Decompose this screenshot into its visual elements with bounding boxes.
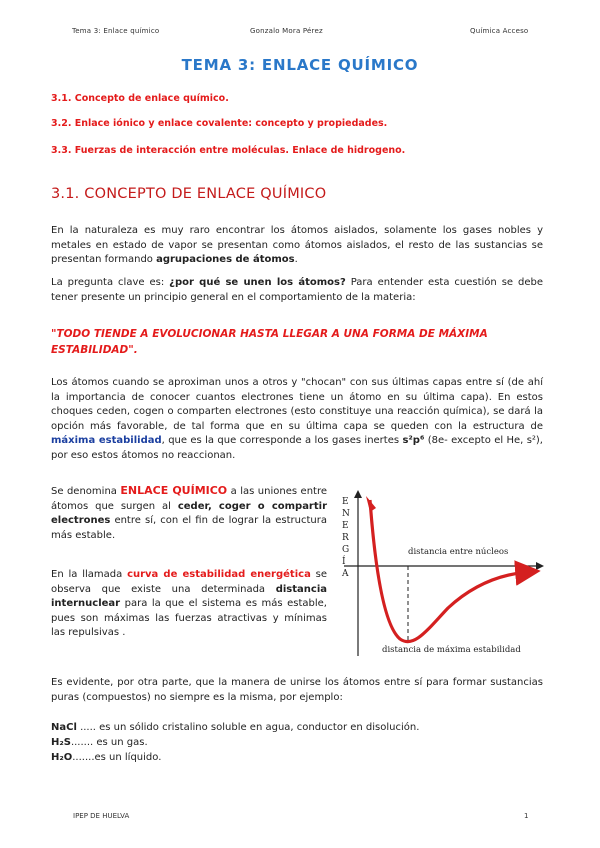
paragraph-curve: En la llamada curva de estabilidad energética se observa que existe una determinada distancia internuclear para la que el sistema es más estable, pues son máximas las fuerzas atractivas y mínimas las repulsivas . bbox=[51, 569, 328, 639]
toc-item: 3.3. Fuerzas de interacción entre moléculas. Enlace de hidrogeno. bbox=[51, 145, 406, 156]
energy-curve-graph bbox=[336, 484, 548, 664]
example-item: H₂S....... es un gas. bbox=[51, 737, 148, 748]
x-axis-label: distancia entre núcleos bbox=[408, 547, 509, 557]
example-item: NaCl ..... es un sólido cristalino soluble en agua, conductor en disolución. bbox=[51, 722, 420, 733]
footer-left: IPEP DE HUELVA bbox=[73, 812, 130, 820]
x-axis-arrow-icon bbox=[536, 562, 544, 570]
curve-start-arrow-icon bbox=[366, 496, 376, 512]
principle-quote: "TODO TIENDE A EVOLUCIONAR HASTA LLEGAR A UNA FORMA DE MÁXIMA ESTABILIDAD". bbox=[51, 328, 488, 356]
header-right: Química Acceso bbox=[470, 27, 529, 35]
minimum-label: distancia de máxima estabilidad bbox=[382, 645, 521, 655]
energy-curve bbox=[370, 500, 528, 642]
y-axis-arrow-icon bbox=[354, 490, 362, 498]
paragraph-evident: Es evidente, por otra parte, que la manera de unirse los átomos entre sí para formar sustancias puras (compuestos) no siempre es la misma, por ejemplo: bbox=[51, 677, 543, 703]
paragraph-intro: En la naturaleza es muy raro encontrar los átomos aislados, solamente los gases nobles y metales en estado de vapor se presentan como átomos aislados, el resto de las sustancias se presentan formando agrupaciones de átomos. bbox=[51, 225, 543, 266]
section-title: 3.1. CONCEPTO DE ENLACE QUÍMICO bbox=[51, 186, 327, 202]
paragraph-question: La pregunta clave es: ¿por qué se unen los átomos? Para entender esta cuestión se debe tener presente un principio general en el comportamiento de la materia: bbox=[51, 277, 544, 303]
toc-item: 3.1. Concepto de enlace químico. bbox=[51, 93, 229, 104]
page-title: TEMA 3: ENLACE QUÍMICO bbox=[181, 56, 419, 74]
paragraph-definition: Se denomina ENLACE QUÍMICO a las uniones entre átomos que surgen al ceder, coger o compartir electrones entre sí, con el fin de lograr la estructura más estable. bbox=[51, 484, 328, 541]
header-left: Tema 3: Enlace químico bbox=[72, 27, 160, 35]
y-axis-label: E N E R G Í A bbox=[342, 497, 350, 579]
page-number: 1 bbox=[524, 812, 529, 820]
paragraph-stability: Los átomos cuando se aproximan unos a otros y "chocan" con sus últimas capas entre sí (de ahí la importancia de conocer cuantos electrones tiene un átomo en su última capa). En estos choques ceden, cogen o comparten electrones (esto constituye una reacción química), se dará la opción más favorable, de tal forma que en su última capa se queden con la estructura de máxima estabilidad, que es la que corresponde a los gases inertes s²p⁶ (8e- excepto el He, s²), por eso estos átomos no reaccionan. bbox=[51, 377, 543, 461]
example-item: H₂O.......es un líquido. bbox=[51, 752, 162, 763]
header-center: Gonzalo Mora Pérez bbox=[250, 27, 323, 35]
toc-item: 3.2. Enlace iónico y enlace covalente: concepto y propiedades. bbox=[51, 118, 388, 129]
